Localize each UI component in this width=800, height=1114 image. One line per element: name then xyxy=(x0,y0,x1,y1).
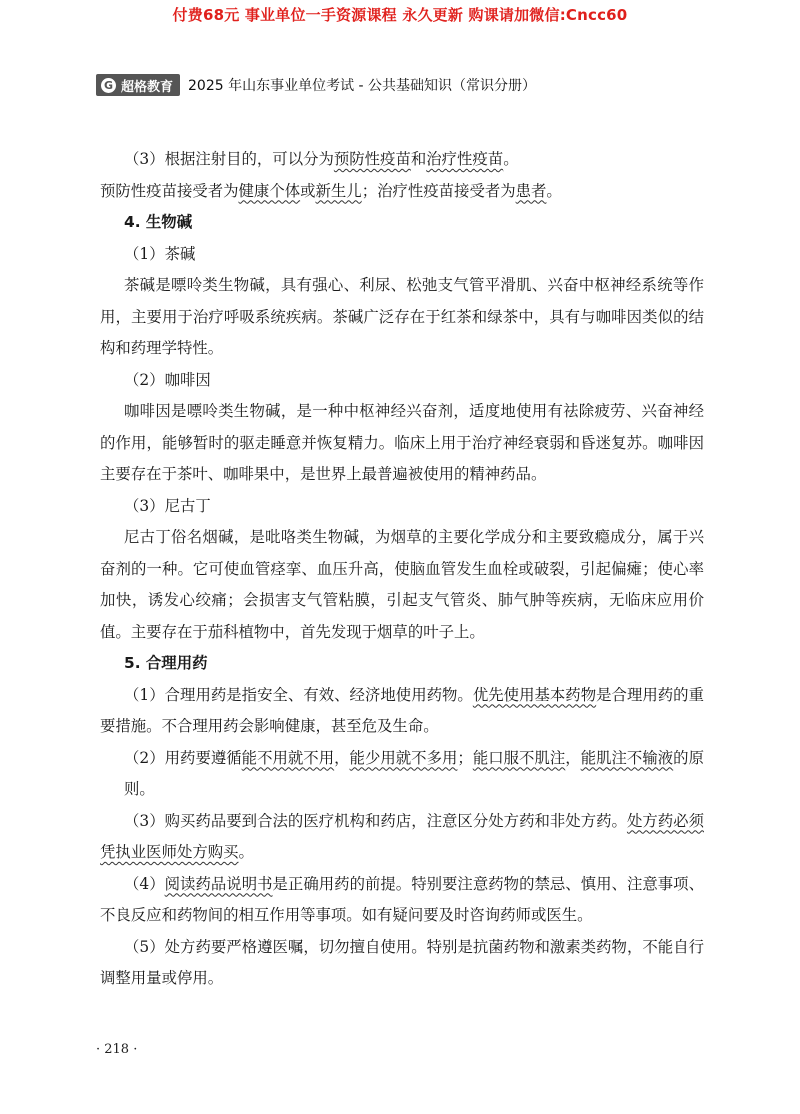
highlight-term: 能不用就不用 xyxy=(241,748,335,767)
highlight-term: 处方药必须凭执业医师处方购买 xyxy=(100,811,704,861)
paragraph-caffeine: 咖啡因是嘌呤类生物碱，是一种中枢神经兴奋剂，适度地使用有祛除疲劳、兴奋神经的作用，能够暂时的驱走睡意并恢复精力。临床上用于治疗神经衰弱和昏迷复苏。咖啡因主要存在于茶叶、咖啡果中，是世界上最普遍被使用的精神药品。 xyxy=(100,402,704,483)
highlight-term: 新生儿 xyxy=(315,181,362,200)
highlight-term: 能少用就不多用 xyxy=(349,748,458,767)
section-heading-alkaloids: 4. 生物碱 xyxy=(124,213,193,231)
paragraph-vaccine-purpose: （3）根据注射目的，可以分为预防性疫苗和治疗性疫苗。 xyxy=(124,150,519,168)
paragraph-vaccine-recipients: 预防性疫苗接受者为健康个体或新生儿；治疗性疫苗接受者为患者。 xyxy=(100,181,562,200)
paragraph-rule-2: （2）用药要遵循能不用就不用，能少用就不多用；能口服不肌注，能肌注不输液的原则。 xyxy=(124,748,704,798)
paragraph-rule-4: （4）阅读药品说明书是正确用药的前提。特别要注意药物的禁忌、慎用、注意事项、不良反应和药物间的相互作用等事项。如有疑问要及时咨询药师或医生。 xyxy=(100,874,704,924)
highlight-term: 能口服不肌注 xyxy=(472,748,566,767)
paragraph-rule-5: （5）处方药要严格遵医嘱，切勿擅自使用。特别是抗菌药物和激素类药物，不能自行调整用量或停用。 xyxy=(100,937,704,987)
subheading-nicotine: （3）尼古丁 xyxy=(124,496,211,515)
paragraph-nicotine: 尼古丁俗名烟碱，是吡咯类生物碱，为烟草的主要化学成分和主要致瘾成分，属于兴奋剂的一种。它可使血管痉挛、血压升高，使脑血管发生血栓或破裂，引起偏瘫；使心率加快，诱发心绞痛；会损害支气管粘膜，引起支气管炎、肺气肿等疾病，无临床应用价值。主要存在于茄科植物中，首先发现于烟草的叶子上。 xyxy=(100,528,704,641)
paragraph-theophylline: 茶碱是嘌呤类生物碱，具有强心、利尿、松弛支气管平滑肌、兴奋中枢神经系统等作用，主要用于治疗呼吸系统疾病。茶碱广泛存在于红茶和绿茶中，具有与咖啡因类似的结构和药理学特性。 xyxy=(100,276,704,357)
highlight-term: 健康个体 xyxy=(238,181,301,200)
highlight-term: 能肌注不输液 xyxy=(580,748,674,767)
document-title: 2025 年山东事业单位考试 - 公共基础知识（常识分册） xyxy=(188,78,537,94)
page-number: · 218 · xyxy=(96,1042,138,1057)
logo-text: 超格教育 xyxy=(121,79,174,95)
highlight-term: 患者 xyxy=(515,181,547,200)
highlight-term: 优先使用基本药物 xyxy=(472,685,597,704)
highlight-term: 治疗性疫苗 xyxy=(426,150,504,168)
paragraph-rule-1: （1）合理用药是指安全、有效、经济地使用药物。优先使用基本药物是合理用药的重要措施。不合理用药会影响健康，甚至危及生命。 xyxy=(100,685,704,735)
subheading-caffeine: （2）咖啡因 xyxy=(124,370,211,389)
page-header xyxy=(96,74,536,96)
brand-logo xyxy=(96,74,180,96)
promo-banner: 付费68元 事业单位一手资源课程 永久更新 购课请加微信:Cncc60 xyxy=(172,6,628,24)
highlight-term: 阅读药品说明书 xyxy=(164,874,273,893)
paragraph-rule-3: （3）购买药品要到合法的医疗机构和药店，注意区分处方药和非处方药。处方药必须凭执业医师处方购买。 xyxy=(100,811,704,861)
page-content xyxy=(100,144,704,995)
highlight-term: 预防性疫苗 xyxy=(333,150,411,168)
section-heading-rational-drug-use: 5. 合理用药 xyxy=(124,654,208,672)
logo-icon: G xyxy=(101,78,116,93)
subheading-theophylline: （1）茶碱 xyxy=(124,244,196,263)
